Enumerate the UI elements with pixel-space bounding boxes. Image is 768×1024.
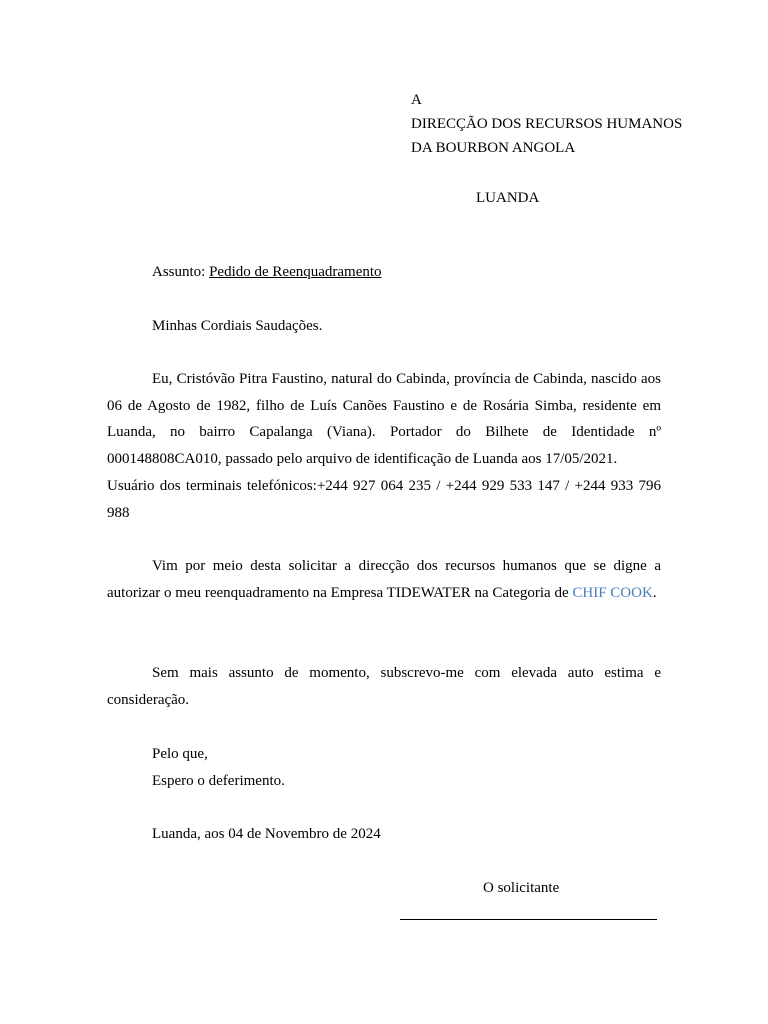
recipient-city: LUANDA <box>476 190 540 206</box>
request-text: Vim por meio desta solicitar a direcção dos recursos humanos que se digne a autorizar o meu reenquadramento na Empresa TIDEWATER na Categoria de <box>107 558 661 601</box>
greeting: Minhas Cordiais Saudações. <box>152 318 323 334</box>
signature-line <box>400 919 657 920</box>
identification-text: Eu, Cristóvão Pitra Faustino, natural do Cabinda, província de Cabinda, nascido aos 06 de Agosto de 1982, filho de Luís Canões Faustino e de Rosária Simba, residente em Luanda, no bairro Capalanga (Viana). Portador do Bilhete de Identidade nº 000148808CA010, passado pelo arquivo de identificação de Luanda aos 17/05/2021. <box>107 371 661 468</box>
signature-label: O solicitante <box>483 880 560 896</box>
paragraph-identification <box>107 366 661 473</box>
category-highlight: CHIF COOK <box>572 584 653 601</box>
paragraph-closing-remark <box>107 660 661 713</box>
closing-remark-text: Sem mais assunto de momento, subscrevo-me com elevada auto estima e consideração. <box>107 665 661 708</box>
closing-line-2: Espero o deferimento. <box>152 773 285 789</box>
date-place: Luanda, aos 04 de Novembro de 2024 <box>152 826 381 842</box>
closing-line-1: Pelo que, <box>152 746 208 762</box>
recipient-line-1: A <box>411 92 422 108</box>
subject-label: Assunto: <box>152 264 210 280</box>
paragraph-request <box>107 553 661 606</box>
phones-text: Usuário dos terminais telefónicos:+244 927 064 235 / +244 929 533 147 / +244 933 796 988 <box>107 478 661 521</box>
paragraph-phones <box>107 473 661 526</box>
subject-text: Pedido de Reenquadramento <box>209 264 382 280</box>
recipient-line-2: DIRECÇÃO DOS RECURSOS HUMANOS <box>411 116 683 132</box>
request-end: . <box>652 584 657 601</box>
recipient-line-3: DA BOURBON ANGOLA <box>411 140 576 156</box>
subject-line <box>152 263 382 281</box>
